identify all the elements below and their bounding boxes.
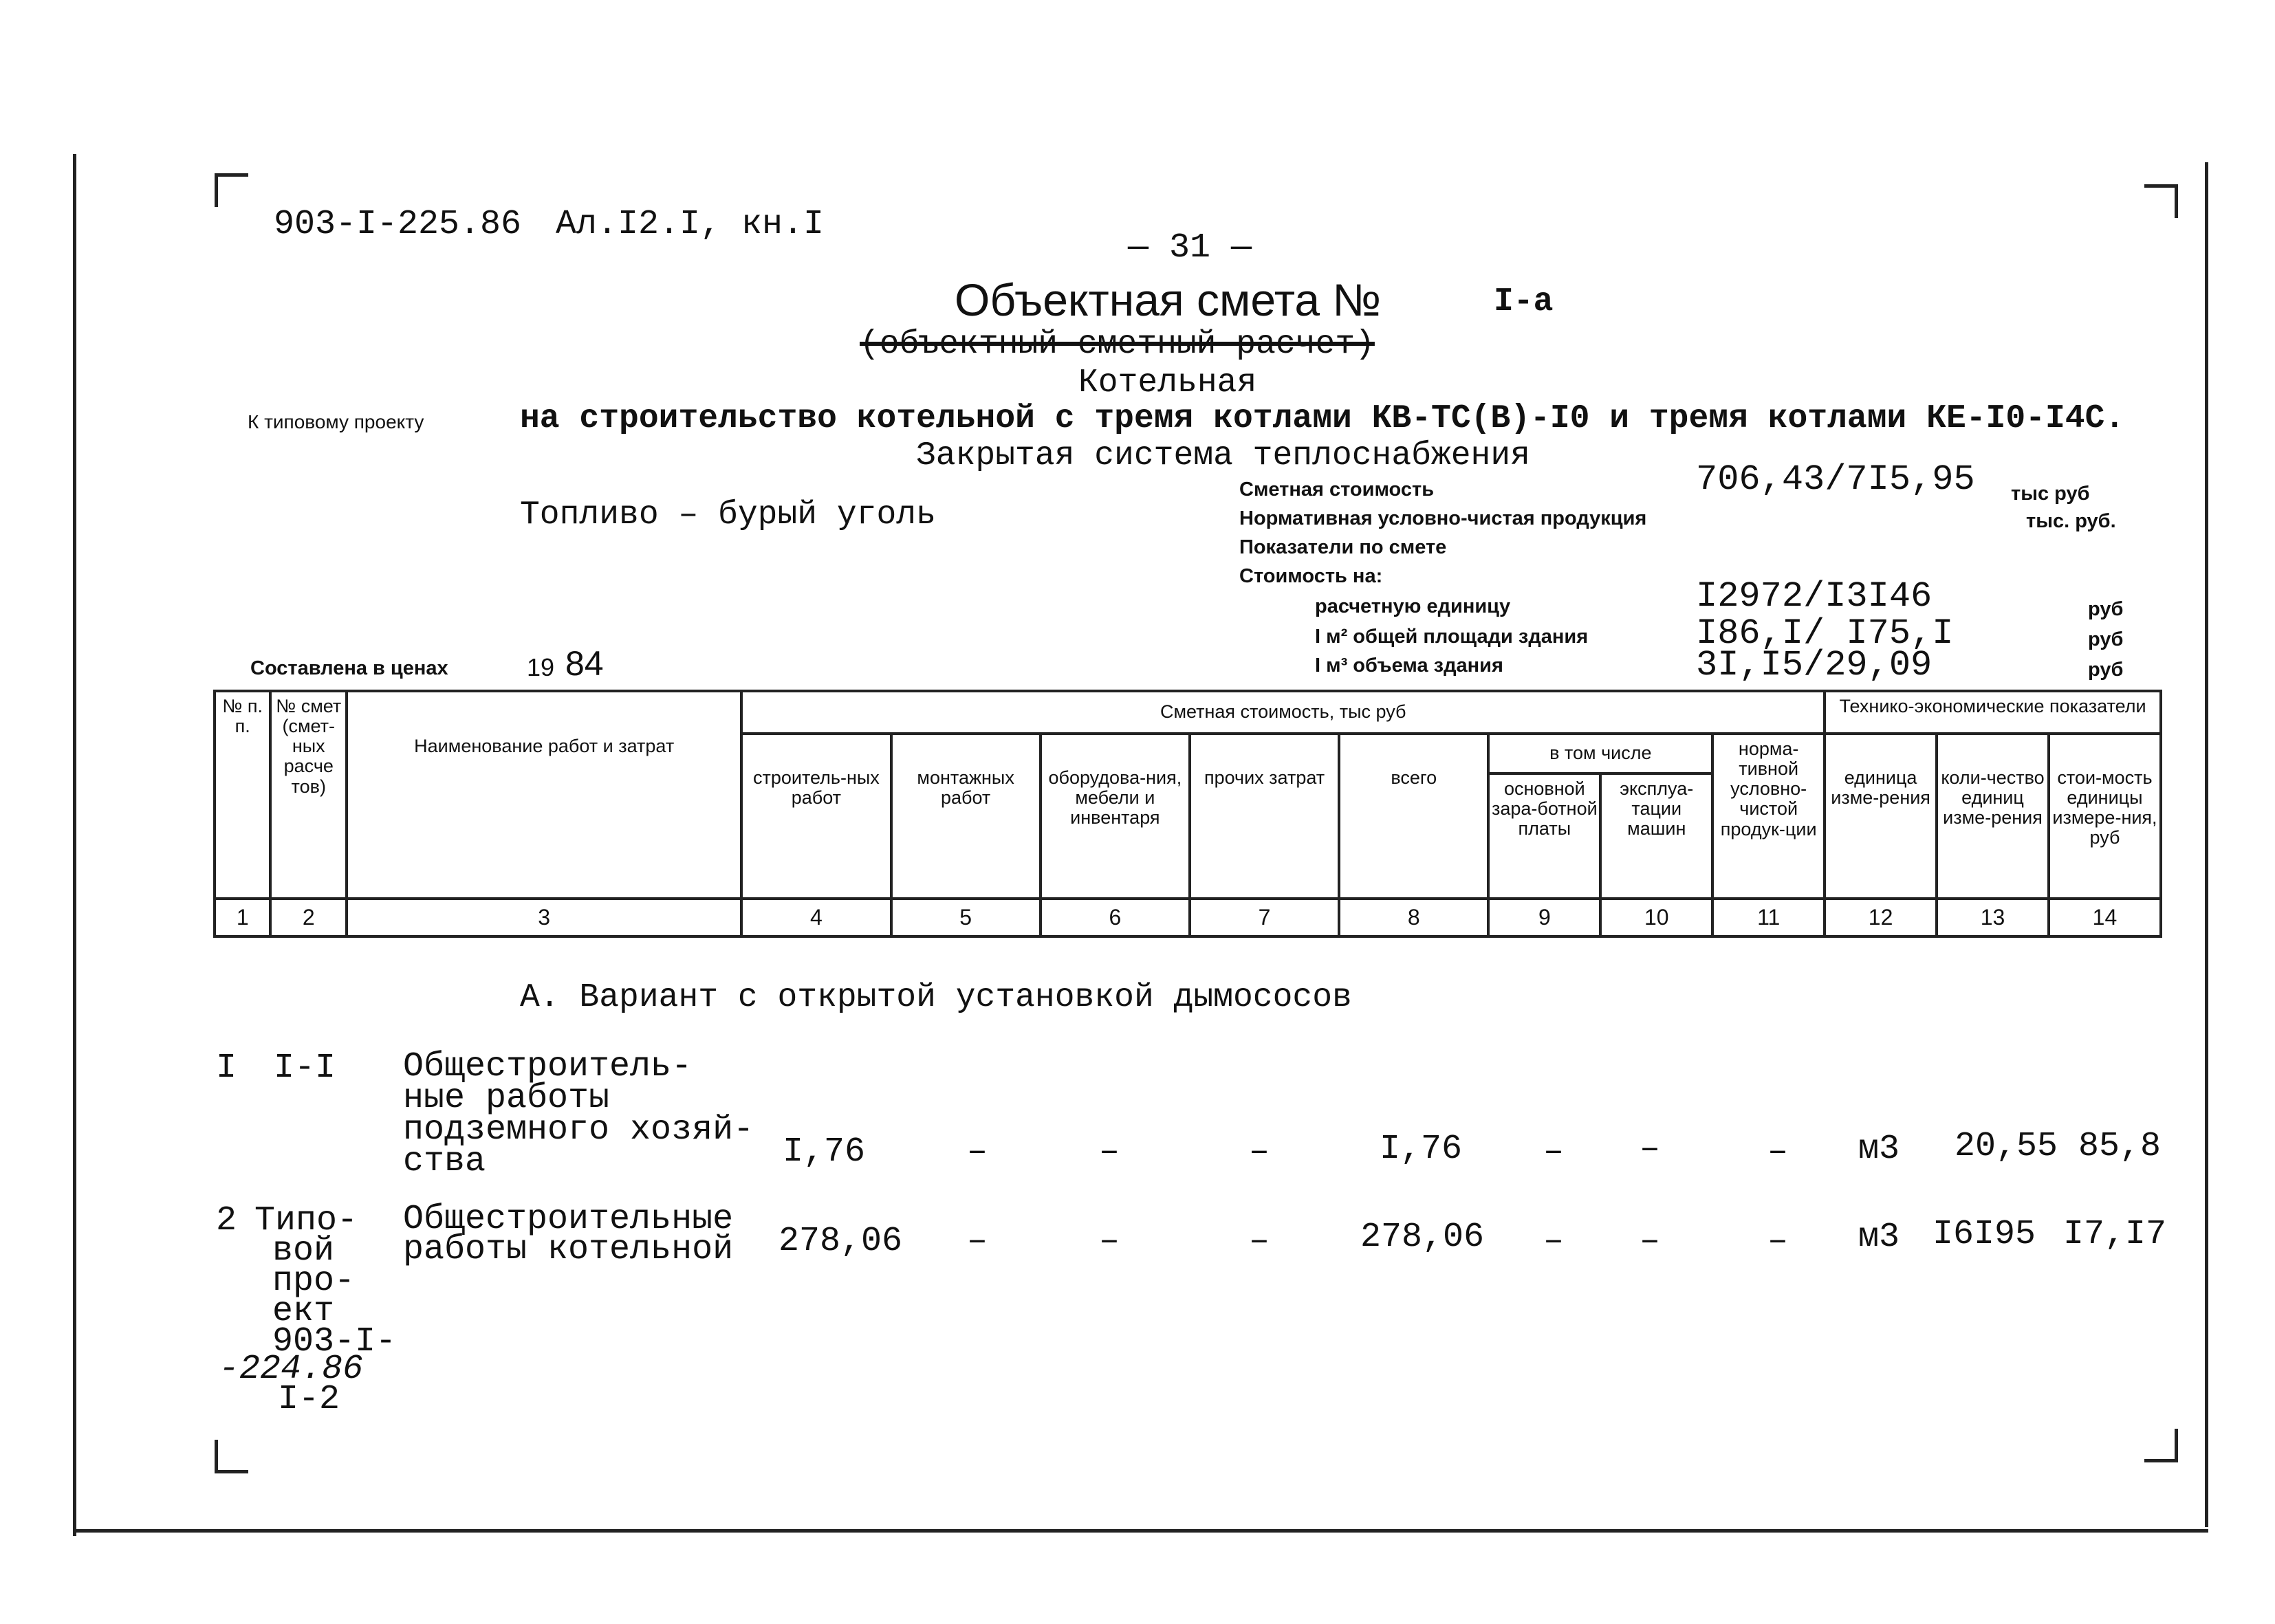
row-estimate-ref-line: 903-I-: [272, 1322, 397, 1361]
project-description: на строительство котельной с тремя котлами КВ-ТС(В)-I0 и тремя котлами КЕ-I0-I4С.: [520, 400, 2125, 437]
row-estimate-ref-line: про-: [272, 1262, 356, 1301]
volume-cost-label: I м³ объема здания: [1315, 655, 1503, 677]
section-a-heading: А. Вариант с открытой установкой дымососов: [520, 979, 1352, 1016]
col-number: 5: [891, 899, 1041, 936]
cost-value: 706,43/7I5,95: [1696, 459, 1975, 500]
row-construction-cost: 278,06: [779, 1222, 903, 1261]
row-unit-cost: 85,8: [2078, 1127, 2162, 1166]
col-header-equipment: оборудова-ния, мебели и инвентаря: [1041, 734, 1190, 899]
fuel-type: Топливо – бурый уголь: [520, 496, 936, 534]
to-project-label: К типовому проекту: [248, 411, 424, 432]
page-number: — 31 —: [1128, 228, 1252, 267]
frame-bottom-line: [73, 1529, 2208, 1533]
volume-cost-value: 3I,I5/29,09: [1696, 645, 1933, 685]
cost-per-label: Стоимость на:: [1239, 565, 1383, 587]
row-machines: –: [1640, 1222, 1661, 1261]
prices-label: Составлена в ценах: [250, 657, 448, 679]
col-number: 10: [1600, 899, 1712, 936]
frame-left-line: [73, 154, 76, 1536]
row-quantity: 20,55: [1955, 1127, 2058, 1166]
estimate-number: I-а: [1494, 283, 1554, 320]
col-number: 4: [741, 899, 891, 936]
area-cost-label: I м² общей площади здания: [1315, 626, 1589, 648]
album-ref: Ал.I2.I, кн.I: [556, 205, 825, 244]
col-number: 12: [1825, 899, 1937, 936]
col-number: 3: [347, 899, 741, 936]
area-cost-value: I86,I/ I75,I: [1696, 613, 1954, 654]
col-number: 1: [215, 899, 270, 936]
row-quantity: I6I95: [1933, 1215, 2036, 1254]
prices-year-prefix: 19: [527, 653, 555, 681]
col-number: 2: [270, 899, 347, 936]
unit-cost-label: расчетную единицу: [1315, 595, 1511, 617]
col-group-tech: Технико-экономические показатели: [1825, 691, 2161, 734]
col-number: 14: [2049, 899, 2161, 936]
col-header-construction: строитель-ных работ: [741, 734, 891, 899]
col-number: 8: [1339, 899, 1488, 936]
corner-mark-bottom-right: [2144, 1429, 2178, 1462]
indicators-label: Показатели по смете: [1239, 536, 1447, 558]
col-number: 9: [1488, 899, 1600, 936]
col-header-quantity: коли-чество единиц изме-рения: [1937, 734, 2049, 899]
row-machines: –: [1640, 1130, 1661, 1169]
norm-unit: тыс. руб.: [2026, 510, 2116, 532]
doc-code: 903-I-225.86: [274, 205, 522, 244]
row-mounting-cost: –: [967, 1132, 988, 1172]
col-header-name: Наименование работ и затрат: [347, 691, 741, 899]
norm-label: Нормативная условно-чистая продукция: [1239, 507, 1647, 529]
row-estimate-ref-line: Типо-: [254, 1201, 358, 1240]
col-header-machines: эксплуа-тации машин: [1600, 773, 1712, 899]
frame-right-line: [2205, 162, 2208, 1527]
col-header-unit: единица изме-рения: [1825, 734, 1937, 899]
col-header-number: № п. п.: [215, 691, 270, 899]
row-number: 2: [216, 1201, 237, 1240]
col-header-mounting: монтажных работ: [891, 734, 1041, 899]
row-total-cost: 278,06: [1360, 1218, 1485, 1257]
row-name-line: Общестроительные: [403, 1200, 734, 1239]
cost-unit: тыс руб: [2011, 483, 2090, 505]
col-header-unit-cost: стои-мость единицы измере-ния, руб: [2049, 734, 2161, 899]
col-number: 7: [1190, 899, 1339, 936]
estimate-table: [213, 690, 2162, 935]
estimate-title: Объектная смета №: [955, 274, 1382, 325]
corner-mark-bottom-left: [215, 1440, 248, 1473]
row-number: I: [216, 1049, 237, 1088]
row-salary: –: [1543, 1132, 1565, 1172]
row-other-cost: –: [1249, 1222, 1270, 1261]
col-number: 11: [1712, 899, 1825, 936]
row-name-line: работы котельной: [403, 1230, 734, 1269]
cost-label: Сметная стоимость: [1239, 479, 1435, 501]
volume-cost-unit: руб: [2088, 659, 2124, 681]
row-unit: м3: [1858, 1130, 1900, 1169]
col-number: 6: [1041, 899, 1190, 936]
area-cost-unit: руб: [2088, 628, 2124, 650]
col-group-cost: Сметная стоимость, тыс руб: [741, 691, 1825, 734]
col-header-norm-product: норма-тивной условно-чистой продук-ции: [1712, 734, 1825, 899]
row-total-cost: I,76: [1380, 1130, 1463, 1169]
col-header-salary: основной зара-ботной платы: [1488, 773, 1600, 899]
row-equipment-cost: –: [1099, 1132, 1120, 1172]
row-estimate-ref-line: вой: [272, 1231, 335, 1271]
unit-cost-unit: руб: [2088, 598, 2124, 620]
row-estimate-ref: I-I: [274, 1049, 336, 1088]
corner-mark-top-right: [2144, 184, 2178, 218]
col-number: 13: [1937, 899, 2049, 936]
prices-year-suffix: 84: [565, 644, 604, 683]
col-header-other: прочих затрат: [1190, 734, 1339, 899]
row-estimate-ref-line: I-2: [278, 1380, 340, 1419]
row-norm-product: –: [1767, 1132, 1789, 1172]
col-group-including: в том числе: [1488, 734, 1712, 773]
row-name-line: Общестроитель-: [403, 1047, 693, 1086]
unit-cost-value: I2972/I3I46: [1696, 576, 1933, 617]
object-name: Котельная: [1078, 364, 1257, 402]
col-header-estimate-ref: № смет (смет-ных расче тов): [270, 691, 347, 899]
row-salary: –: [1543, 1222, 1565, 1261]
col-header-total: всего: [1339, 734, 1488, 899]
row-mounting-cost: –: [967, 1222, 988, 1261]
row-name-line: подземного хозяй-: [403, 1110, 754, 1150]
row-norm-product: –: [1767, 1222, 1789, 1261]
row-unit: м3: [1858, 1218, 1900, 1257]
row-unit-cost: I7,I7: [2063, 1215, 2167, 1254]
heating-system: Закрытая система теплоснабжения: [916, 437, 1530, 474]
row-name-line: ные работы: [403, 1079, 610, 1118]
row-name-line: ства: [403, 1142, 486, 1181]
row-other-cost: –: [1249, 1132, 1270, 1172]
corner-mark-top-left: [215, 173, 248, 207]
row-equipment-cost: –: [1099, 1222, 1120, 1261]
struck-subtitle: (объектный сметный расчет): [860, 326, 1375, 363]
row-estimate-ref-line: ект: [272, 1292, 335, 1331]
row-construction-cost: I,76: [783, 1132, 866, 1172]
row-estimate-ref-line: -224.86: [219, 1350, 364, 1389]
